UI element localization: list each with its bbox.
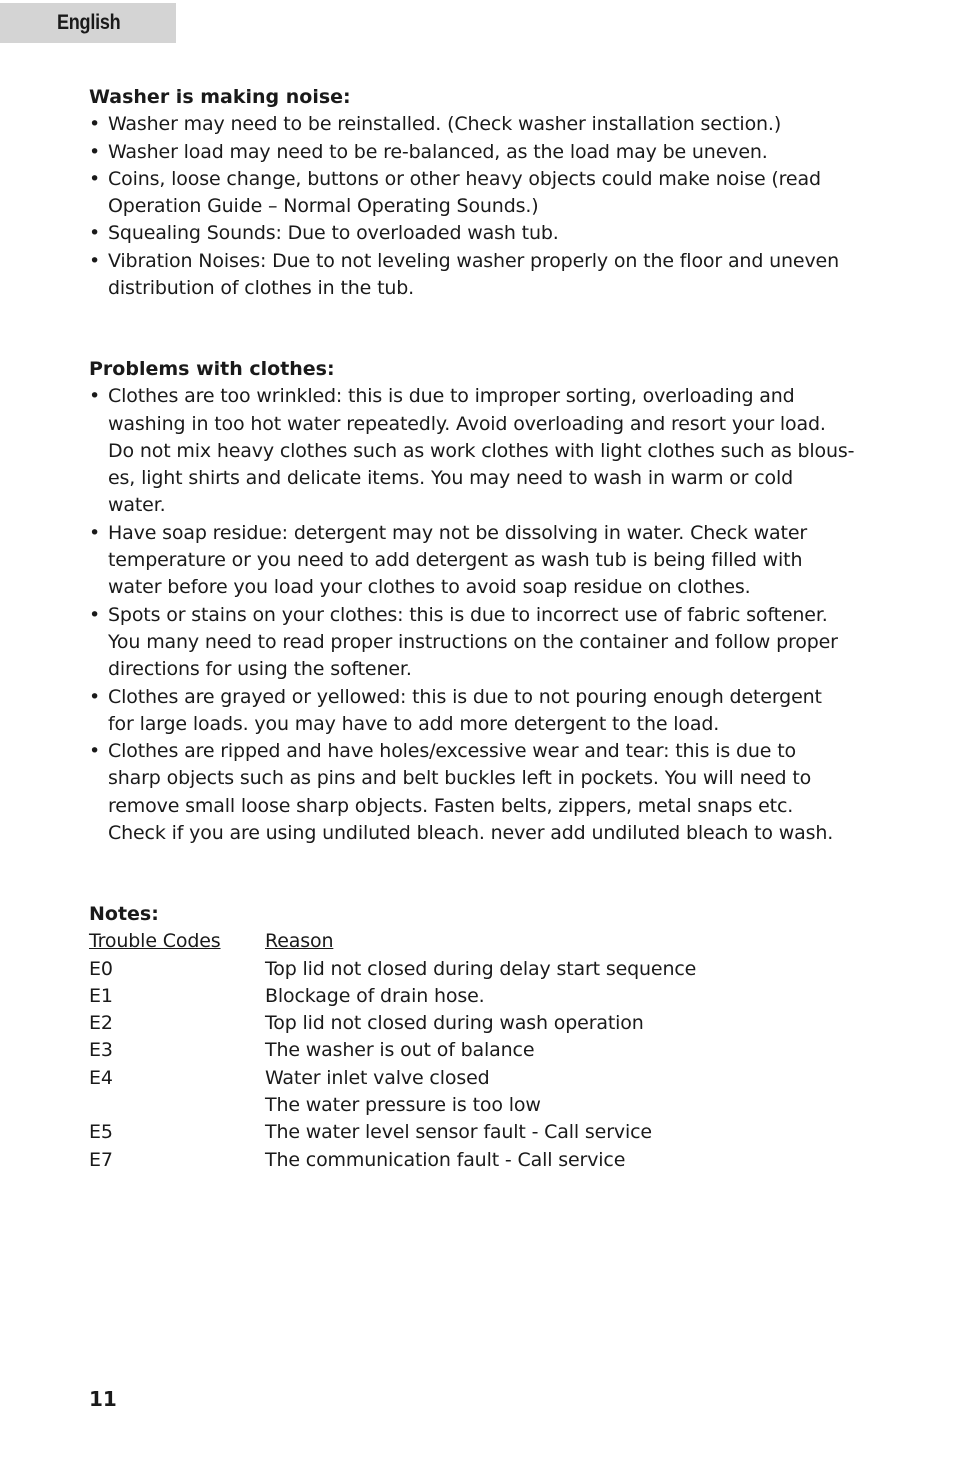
reason-header: Reason — [265, 930, 334, 953]
clothes-list-item — [89, 602, 869, 684]
clothes-list-item-line: Do not mix heavy clothes such as work clothes with light clothes such as blous- — [108, 439, 855, 462]
trouble-code: E1 — [89, 984, 113, 1007]
clothes-list-item-line: temperature or you need to add detergent as wash tub is being filled with — [108, 549, 803, 572]
language-tab — [0, 3, 176, 43]
notes-section-title: Notes: — [89, 903, 159, 925]
trouble-code-row — [89, 1092, 869, 1119]
trouble-code: E4 — [89, 1066, 113, 1089]
trouble-codes-header-row — [89, 928, 869, 955]
language-tab-label: English — [57, 11, 121, 34]
clothes-section-title: Problems with clothes: — [89, 358, 335, 380]
clothes-list-item — [89, 383, 869, 519]
clothes-list-item-line: washing in too hot water repeatedly. Avoid overloading and resort your load. — [108, 412, 826, 435]
noise-list-item-line: • Vibration Noises: Due to not leveling washer properly on the floor and uneven — [108, 249, 839, 272]
trouble-code-row — [89, 1065, 869, 1092]
trouble-code-row — [89, 1037, 869, 1064]
trouble-reason: Water inlet valve closed — [265, 1066, 490, 1089]
noise-list-item — [89, 139, 869, 166]
trouble-code — [89, 1092, 265, 1119]
noise-list-item-line: • Squealing Sounds: Due to overloaded wash tub. — [108, 222, 559, 245]
clothes-list-item-line: Check if you are using undiluted bleach. never add undiluted bleach to wash. — [108, 822, 834, 845]
clothes-list-item — [89, 738, 869, 847]
clothes-list-item — [89, 520, 869, 602]
clothes-list-item — [89, 684, 869, 739]
trouble-code: E5 — [89, 1121, 113, 1144]
clothes-list-item-line: water before you load your clothes to avoid soap residue on clothes. — [108, 576, 751, 599]
page-number: 11 — [89, 1387, 117, 1411]
noise-list-item — [89, 166, 869, 221]
clothes-list-item-line: for large loads. you may have to add more detergent to the load. — [108, 712, 720, 735]
trouble-code-row — [89, 1147, 869, 1174]
trouble-reason: The water pressure is too low — [265, 1094, 541, 1117]
clothes-list-item-line: • Clothes are grayed or yellowed: this is due to not pouring enough detergent — [108, 685, 822, 708]
noise-section — [89, 84, 869, 302]
trouble-reason: The communication fault - Call service — [265, 1148, 626, 1171]
trouble-reason: Top lid not closed during wash operation — [265, 1012, 644, 1035]
trouble-code-row — [89, 956, 869, 983]
noise-section-title: Washer is making noise: — [89, 86, 351, 108]
clothes-list-item-line: • Have soap residue: detergent may not be dissolving in water. Check water — [108, 521, 808, 544]
noise-list-item-line: Operation Guide – Normal Operating Sounds.) — [108, 195, 539, 218]
clothes-list — [89, 383, 869, 847]
trouble-code-row — [89, 1010, 869, 1037]
clothes-list-item-line: • Spots or stains on your clothes: this is due to incorrect use of fabric softener. — [108, 603, 828, 626]
notes-section — [89, 901, 869, 1174]
noise-list-item-line: • Coins, loose change, buttons or other heavy objects could make noise (read — [108, 167, 821, 190]
clothes-section — [89, 356, 869, 847]
noise-list-item — [89, 111, 869, 138]
noise-list-item — [89, 248, 869, 303]
clothes-list-item-line: water. — [108, 494, 166, 517]
noise-list-item-line: • Washer load may need to be re-balanced, as the load may be uneven. — [108, 140, 768, 163]
clothes-list-item-line: remove small loose sharp objects. Fasten belts, zippers, metal snaps etc. — [108, 794, 794, 817]
trouble-code: E7 — [89, 1148, 113, 1171]
trouble-code: E0 — [89, 957, 113, 980]
trouble-reason: The water level sensor fault - Call service — [265, 1121, 652, 1144]
trouble-code: E2 — [89, 1012, 113, 1035]
clothes-list-item-line: sharp objects such as pins and belt buckles left in pockets. You will need to — [108, 767, 812, 790]
clothes-list-item-line: • Clothes are too wrinkled: this is due to improper sorting, overloading and — [108, 385, 795, 408]
trouble-code-row — [89, 1119, 869, 1146]
trouble-reason: Top lid not closed during delay start sequence — [265, 957, 697, 980]
trouble-reason: The washer is out of balance — [265, 1039, 535, 1062]
trouble-reason: Blockage of drain hose. — [265, 984, 485, 1007]
clothes-list-item-line: You many need to read proper instructions on the container and follow proper — [108, 630, 838, 653]
noise-list-item — [89, 220, 869, 247]
noise-list — [89, 111, 869, 302]
trouble-code: E3 — [89, 1039, 113, 1062]
clothes-list-item-line: directions for using the softener. — [108, 658, 412, 681]
noise-list-item-line: distribution of clothes in the tub. — [108, 277, 415, 300]
trouble-codes-table — [89, 928, 869, 1174]
clothes-list-item-line: es, light shirts and delicate items. You may need to wash in warm or cold — [108, 467, 794, 490]
clothes-list-item-line: • Clothes are ripped and have holes/excessive wear and tear: this is due to — [108, 740, 796, 763]
trouble-code-row — [89, 983, 869, 1010]
trouble-codes-header: Trouble Codes — [89, 930, 221, 953]
noise-list-item-line: • Washer may need to be reinstalled. (Check washer installation section.) — [108, 113, 782, 136]
